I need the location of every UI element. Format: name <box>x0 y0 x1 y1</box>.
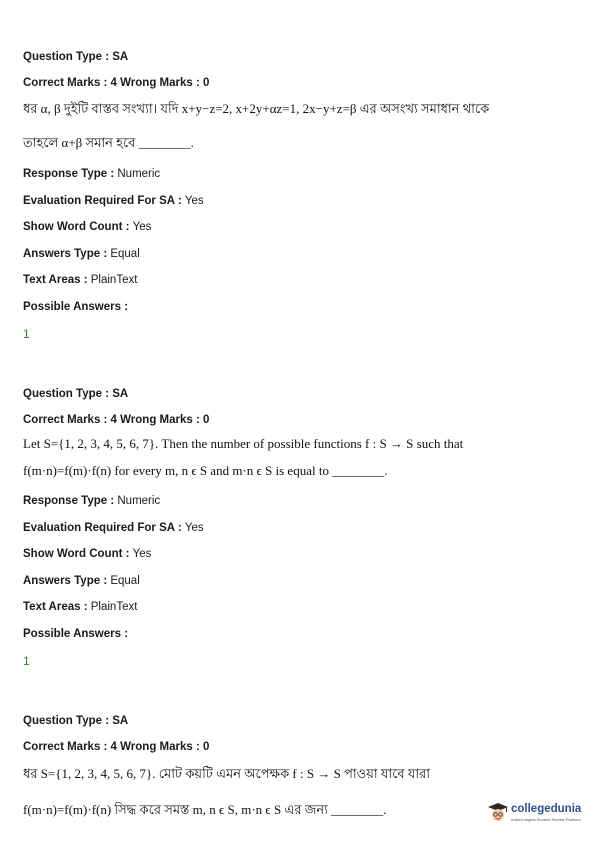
question-type-label: Question Type : <box>23 715 113 727</box>
answers-type-label: Answers Type : <box>23 575 111 587</box>
answers-type-label: Answers Type : <box>23 248 111 260</box>
possible-answer-value: 1 <box>23 654 30 668</box>
possible-answers-label: Possible Answers : <box>23 628 129 640</box>
word-count-label: Show Word Count : <box>23 221 133 233</box>
marks-row: Correct Marks : 4 Wrong Marks : 0 <box>23 414 210 426</box>
response-type-label: Response Type : <box>23 495 118 507</box>
question-type-value: SA <box>112 388 129 400</box>
text-areas-row <box>23 600 137 614</box>
question-type-label: Question Type : <box>23 388 113 400</box>
question-text-line-2: f(m·n)=f(m)·f(n) সিদ্ধ করে সমস্ত m, n ϵ S, m·n ϵ S এর জন্য ________. <box>23 802 387 817</box>
answers-type-row <box>23 574 140 588</box>
answers-type-row <box>23 247 140 261</box>
question-type-value: SA <box>112 715 129 727</box>
question-type-row <box>23 50 128 64</box>
question-text-line-2: f(m·n)=f(m)·f(n) for every m, n ϵ S and m·n ϵ S is equal to ________. <box>23 463 388 478</box>
marks-row: Correct Marks : 4 Wrong Marks : 0 <box>23 741 210 753</box>
evaluation-row <box>23 194 204 208</box>
evaluation-label: Evaluation Required For SA : <box>23 522 185 534</box>
evaluation-row <box>23 521 204 535</box>
evaluation-label: Evaluation Required For SA : <box>23 195 185 207</box>
question-text-line-1: Let S={1, 2, 3, 4, 5, 6, 7}. Then the number of possible functions f : S → S such that <box>23 436 464 451</box>
word-count-row <box>23 220 151 234</box>
evaluation-value: Yes <box>184 195 204 207</box>
question-text-line-1: ধর S={1, 2, 3, 4, 5, 6, 7}. মোট কয়টি এমন অপেক্ষক f : S → S পাওয়া যাবে যারা <box>23 766 431 781</box>
graduate-mascot-icon <box>487 802 509 824</box>
word-count-row <box>23 547 151 561</box>
response-type-row <box>23 167 160 181</box>
question-type-label: Question Type : <box>23 51 113 63</box>
text-areas-row <box>23 273 137 287</box>
response-type-value: Numeric <box>117 495 161 507</box>
response-type-label: Response Type : <box>23 168 118 180</box>
word-count-value: Yes <box>132 548 152 560</box>
question-text-line-2: তাহলে α+β সমান হবে ________. <box>23 135 194 150</box>
response-type-value: Numeric <box>117 168 161 180</box>
text-areas-label: Text Areas : <box>23 601 91 613</box>
answers-type-value: Equal <box>110 575 140 587</box>
word-count-label: Show Word Count : <box>23 548 133 560</box>
text-areas-value: PlainText <box>90 274 138 286</box>
possible-answer-value: 1 <box>23 327 30 341</box>
word-count-value: Yes <box>132 221 152 233</box>
text-areas-label: Text Areas : <box>23 274 91 286</box>
marks-row: Correct Marks : 4 Wrong Marks : 0 <box>23 77 210 89</box>
evaluation-value: Yes <box>184 522 204 534</box>
response-type-row <box>23 494 160 508</box>
question-type-row <box>23 714 128 728</box>
question-type-row <box>23 387 128 401</box>
text-areas-value: PlainText <box>90 601 138 613</box>
collegedunia-logo <box>487 800 587 828</box>
logo-name: collegedunia <box>511 803 582 815</box>
question-text-line-1: ধর α, β দুইটি বাস্তব সংখ্যা। যদি x+y−z=2, x+2y+αz=1, 2x−y+z=β এর অসংখ্য সমাধান থাকে <box>23 101 490 116</box>
answers-type-value: Equal <box>110 248 140 260</box>
question-type-value: SA <box>112 51 129 63</box>
logo-tagline: India's largest Student Review Platform <box>511 817 581 822</box>
possible-answers-label: Possible Answers : <box>23 301 129 313</box>
